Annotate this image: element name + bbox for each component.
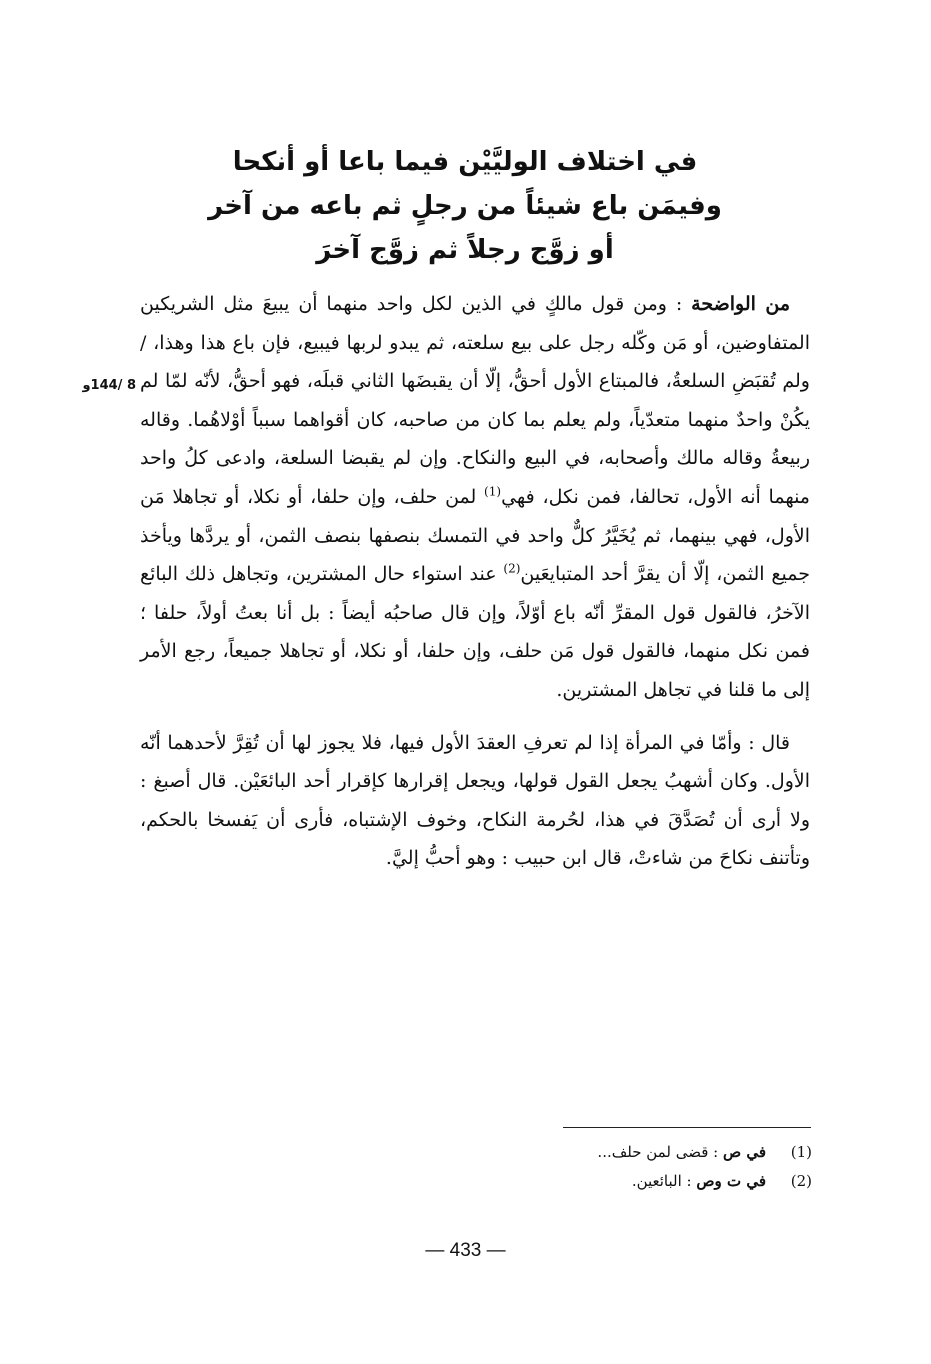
footnote-marker-1: (1) xyxy=(484,484,502,499)
footnote-source: في ت وص xyxy=(696,1172,766,1190)
footnote-marker-2: (2) xyxy=(503,561,521,576)
footnotes xyxy=(500,1138,812,1196)
paragraph-1-text-3: عند استواء حال المشترين، وتجاهل ذلك البائع الآخرُ، فالقول قول المقرِّ أنّه باع أوّلاً، وإن قال صاحبُه أيضاً : بل أنا بعتُ أولاً، حلفا ؛ فمن نكل منهما، فالقول قول مَن حلف، وإن حلفا، أو نكلا، أو تجاهلا جميعاً، رجع الأمر إلى ما قلنا في تجاهل المشترين. xyxy=(140,563,810,701)
footnote-divider xyxy=(563,1127,811,1128)
footnote-text: : قضى لمن حلف... xyxy=(597,1143,723,1161)
footnote-2 xyxy=(500,1167,812,1196)
paragraph-1 xyxy=(140,285,810,710)
footnote-1 xyxy=(500,1138,812,1167)
paragraph-1-text-2: لمن حلف، وإن حلفا، أو نكلا، أو تجاهلا مَن الأول، فهي بينهما، ثم يُخَيَّرُ كلٌّ واحد في التمسك بنصفها بنصف الثمن، أو يردَّها ويأخذ جميع الثمن، إلّا أن يقرَّ أحد المتبايعَين xyxy=(140,485,810,586)
footnote-text: : البائعين. xyxy=(631,1172,697,1190)
footnote-source: في ص xyxy=(722,1143,766,1161)
paragraph-2: قال : وأمّا في المرأة إذا لم تعرفِ العقدَ الأول فيها، فلا يجوز لها أن تُقِرَّ لأحدهما أنّه الأول. وكان أشهبُ يجعل القول قولها، ويجعل إقرارها كإقرار أحد البائعَيْن. قال أصبغ : ولا أرى أن تُصَدَّقَ في هذا، لحُرمة النكاح، وخوف الإشتباه، فأرى أن يَفسخا بالحكم، وتأتنف نكاحَ من شاءتْ، قال ابن حبيب : وهو أحبُّ إليَّ. xyxy=(140,731,810,870)
footnote-number: (2) xyxy=(790,1172,812,1190)
page-number: — 433 — xyxy=(425,1240,506,1261)
source-lead: من الواضحة xyxy=(691,293,790,315)
title-line-3: أو زوَّج رجلاً ثم زوَّج آخرَ xyxy=(316,235,614,265)
title-line-2: وفيمَن باع شيئاً من رجلٍ ثم باعه من آخر xyxy=(208,191,722,221)
chapter-title xyxy=(150,140,780,272)
main-text xyxy=(140,285,810,878)
margin-folio-reference: 8 /144و xyxy=(82,378,136,393)
paragraph-1-text: : ومن قول مالكٍ في الذين لكل واحد منهما أن يبيعَ مثل الشريكين المتفاوضين، أو مَن وكّله رجل على بيع سلعته، ثم يبدو لربها فيبيع، فإن باع هذا وهذا، / ولم تُقبَضِ السلعةُ، فالمبتاع الأول أحقُّ، إلّا أن يقبضَها الثاني قبلَه، فهو أحقُّ، لأنّه لمّا لم يكُنْ واحدٌ منهما متعدّياً، ولم يعلم بما كان من صاحبه، كان أقواهما سبباً أوْلاهُما. وقاله ربيعةُ وقاله مالك وأصحابه، في البيع والنكاح. وإن لم يقبضا السلعة، وادعى كلُ واحد منهما أنه الأول، تحالفا، فمن نكل، فهي xyxy=(140,293,810,508)
footnote-number: (1) xyxy=(790,1143,812,1161)
title-line-1: في اختلاف الوليَّيْن فيما باعا أو أنكحا xyxy=(232,147,698,177)
